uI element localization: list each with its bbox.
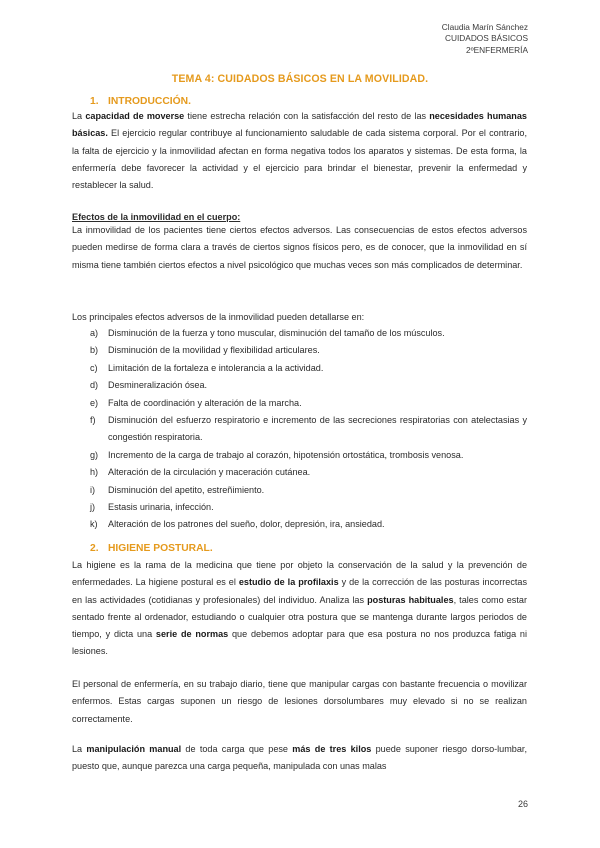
list-item-text: Estasis urinaria, infección. (108, 502, 214, 513)
header-course: 2ºENFERMERÍA (465, 44, 528, 55)
text-run: La (72, 744, 87, 754)
list-item-text: Limitación de la fortaleza e intolerancia a la actividad. (108, 362, 324, 373)
text-run: que debemos adoptar para que esa postura no nos produzca fatiga ni lesiones. (72, 629, 527, 657)
section-2-heading (90, 543, 213, 554)
immobility-effects-subheading: Efectos de la inmovilidad en el cuerpo: (72, 212, 241, 222)
immobility-paragraph: La inmovilidad de los pacientes tiene ciertos efectos adversos. Las consecuencias de estos efectos adversos pueden medirse de forma clara a través de ciertos signos físicos pero, es de conocer, que la inmovilidad en sí misma tiene también ciertos efectos a nivel psicológico que muchas veces son más complicados de determinar. (72, 225, 527, 270)
list-item-text: Disminución de la movilidad y flexibilidad articulares. (108, 345, 320, 356)
list-item (90, 464, 527, 481)
list-item (90, 377, 527, 394)
text-run: , tales como estar sentado frente al ordenador, estudiando o cualquier otra postura que se mantenga durante largos periodos de tiempo, y dicta una (72, 594, 527, 640)
bold-run: capacidad de moverse (85, 111, 185, 121)
list-item-text: Incremento de la carga de trabajo al corazón, hipotensión ortostática, trombosis venosa. (108, 449, 464, 460)
effects-intro-paragraph: Los principales efectos adversos de la inmovilidad pueden detallarse en: (72, 312, 365, 322)
page-number: 26 (517, 799, 528, 809)
list-letter: c) (90, 362, 98, 373)
list-letter: j) (90, 502, 96, 513)
document-title: TEMA 4: CUIDADOS BÁSICOS EN LA MOVILIDAD. (171, 73, 429, 85)
bold-run: más de tres kilos (292, 744, 372, 754)
list-letter: f) (90, 415, 96, 426)
list-item-text: Alteración de la circulación y maceración cutánea. (108, 467, 311, 478)
list-letter: g) (90, 449, 99, 460)
list-item (90, 412, 527, 447)
bold-run: serie de normas (155, 629, 229, 640)
header-subject: CUIDADOS BÁSICOS (445, 33, 528, 44)
list-item-text: Disminución del apetito, estreñimiento. (108, 484, 265, 495)
text-run: de toda carga que pese (181, 744, 293, 754)
list-letter: a) (90, 328, 99, 338)
section-1-heading-text: INTRODUCCIÓN. (108, 96, 191, 107)
list-item (90, 342, 527, 359)
effects-list (90, 325, 527, 534)
list-item-text: Desmineralización ósea. (108, 380, 208, 391)
list-item-text: Alteración de los patrones del sueño, dolor, depresión, ira, ansiedad. (108, 519, 385, 530)
section-1-number: 1. (90, 96, 99, 107)
bold-run: posturas habituales (367, 594, 454, 605)
section-2-number: 2. (90, 543, 99, 554)
text-run: La higiene es la rama de la medicina que tiene por objeto la conservación de la salud y la prevención de enfermedades. La higiene postural es el (72, 560, 527, 588)
nursing-loads-paragraph: El personal de enfermería, en su trabajo diario, tiene que manipular cargas con bastante frecuencia o movilizar enfermos. Estas cargas suponen un riesgo de lesiones dorsolumbares muy elevado si no se realizan correctamente. (72, 679, 527, 724)
header-author: Claudia Marín Sánchez (441, 22, 528, 32)
text-run: y de la corrección de las posturas incorrectas en las actividades (cotidianas y profesionales) del individuo. Analiza las (72, 577, 527, 605)
bold-run: manipulación manual (86, 744, 182, 754)
bold-run: necesidades humanas básicas. (72, 111, 527, 139)
list-item (90, 395, 527, 412)
list-item (90, 516, 527, 533)
list-letter: d) (90, 380, 99, 391)
postural-hygiene-paragraph (72, 557, 527, 661)
text-run: La (72, 111, 86, 121)
bold-run: estudio de la profilaxis (238, 577, 339, 588)
text-run: puede suponer riesgo dorso-lumbar, puesto que, aunque parezca una carga pequeña, manipulada con unas malas (72, 744, 527, 772)
list-item (90, 499, 527, 516)
list-item (90, 325, 527, 342)
list-item (90, 447, 527, 464)
list-letter: i) (90, 484, 96, 495)
list-letter: h) (90, 467, 99, 478)
list-item (90, 482, 527, 499)
text-run: tiene estrecha relación con la satisfacción del resto de las (184, 111, 430, 121)
list-letter: e) (90, 397, 99, 408)
section-1-heading (90, 96, 191, 107)
manual-handling-paragraph (72, 741, 527, 776)
list-item (90, 360, 527, 377)
list-item-text: Falta de coordinación y alteración de la marcha. (108, 397, 302, 408)
intro-paragraph (72, 108, 527, 194)
section-2-heading-text: HIGIENE POSTURAL. (108, 543, 213, 554)
list-item-text: Disminución de la fuerza y tono muscular, disminución del tamaño de los músculos. (108, 328, 445, 338)
text-run: El ejercicio regular contribuye al funcionamiento saludable de cada sistema corporal. Por el contrario, la falta de ejercicio y la inmovilidad afectan en forma negativa todos los aparatos y sistemas. De esta forma, la enfermería debe favorecer la actividad y el ejercicio para brindar el bienestar, prevenir la enfermedad y restablecer la salud. (72, 128, 527, 191)
list-letter: b) (90, 345, 99, 356)
list-letter: k) (90, 519, 98, 530)
page-header (442, 22, 528, 56)
list-item-text: Disminución del esfuerzo respiratorio e incremento de las secreciones respiratorias con atelectasias y congestión respiratoria. (108, 415, 527, 443)
